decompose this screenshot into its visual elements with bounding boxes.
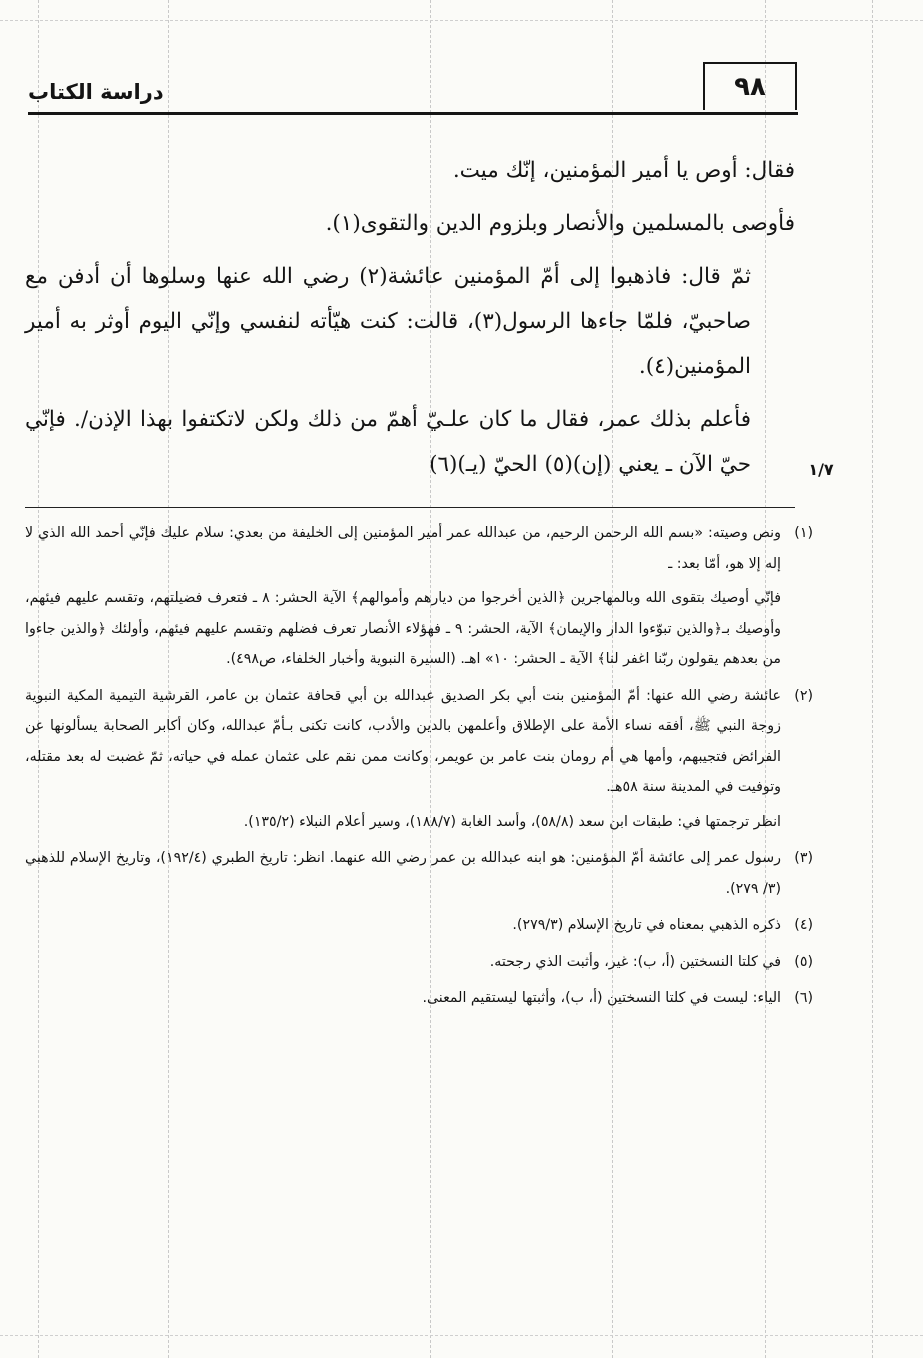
footnote-number: (٦) [794,990,813,1006]
footnotes [25,518,813,1014]
footnote-text: الياء: ليست في كلتا النسختين (أ، ب)، وأثبتها ليستقيم المعنى. [422,990,781,1006]
scan-guide-line [0,20,923,21]
footnote [25,681,813,838]
footnote [25,910,813,941]
footnote-number: (٣) [794,850,813,866]
footnote [25,518,813,675]
header-rule [28,112,798,115]
footnote [25,983,813,1014]
footnote-text: فإنّي أوصيك بتقوى الله وبالمهاجرين ﴿الذين أخرجوا من ديارهم وأموالهم﴾ الآية الحشر: ٨ ـ فتعرف فضيلتهم، وتقسم عليهم فيئهم، وأوصيك بـ﴿والذين تبوّءوا الدار والإيمان﴾ الآية، الحشر: ٩ ـ فهؤلاء الأنصار تعرف فضلهم وتقسم عليهم فيئهم، وأولئك ﴿والذين جاءوا من بعدهم يقولون ربّنا اغفر لنا﴾ الآية ـ الحشر: ١٠» اهـ. (السيرة النبوية وأخبار الخلفاء، ص٤٩٨). [25,590,781,667]
body-paragraph: فأوصى بالمسلمين والأنصار وبلزوم الدين والتقوى(١). [325,211,795,236]
body-paragraph: ثمّ قال: فاذهبوا إلى أمّ المؤمنين عائشة(٢) رضي الله عنها وسلوها أن أدفن مع صاحبيّ، فلمّا جاءها الرسول(٣)، قالت: كنت هيّأته لنفسي وإنّي اليوم أوثر به أمير المؤمنين(٤). [25,264,752,379]
footnote-number: (٢) [794,687,813,704]
page-number: ٩٨ [703,62,797,110]
margin-manuscript-reference: ١/٧ [808,460,834,479]
main-text [25,148,795,487]
body-paragraph: فقال: أوص يا أمير المؤمنين، إنّك ميت. [452,158,795,183]
footnote-number: (١) [794,525,813,541]
footnote-text: عائشة رضي الله عنها: أمّ المؤمنين بنت أبي بكر الصديق عبدالله بن أبي قحافة عثمان بن عامر، القرشية التيمية المكية النبوية زوجة النبي ﷺ، أفقه نساء الأمة على الإطلاق وأعلمهن بالدين والأدب، كانت تكنى بـأمّ عبدالله، وكان أكابر الصحابة يسألونها عن الفرائض فتجيبهم، وأمها هي أم رومان بنت عامر بن عويمر، وكانت ممن نقم على عثمان عمله في حياته، ثمّ غضبت له بعد مقتله، وتوفيت في المدينة سنة ٥٨هـ. [25,687,781,795]
footnote [25,947,813,978]
footnote-text: انظر ترجمتها في: طبقات ابن سعد (٥٨/٨)، وأسد الغابة (١٨٨/٧)، وسير أعلام النبلاء (١٣٥/٢). [243,813,781,830]
footnote-separator [25,507,795,508]
running-title: دراسة الكتاب [28,80,164,104]
footnote-text: ونص وصيته: «بسم الله الرحمن الرحيم، من عبدالله عمر أمير المؤمنين إلى الخليفة من بعدي: سلام عليك فإنّي أحمد الله الذي لا إله إلا هو، أمّا بعد: ـ [25,525,781,572]
scan-guide-line [872,0,873,1358]
footnote [25,843,813,904]
footnote-text: ذكره الذهبي بمعناه في تاريخ الإسلام (٢٧٩/٣). [512,917,781,933]
scan-guide-line [0,1335,923,1336]
footnote-number: (٤) [794,917,813,933]
body-paragraph: فأعلم بذلك عمر، فقال ما كان علـيّ أهمّ من ذلك ولكن لاتكتفوا بهذا الإذن/. فإنّي حيّ الآن ـ يعني (إن)(٥) الحيّ (يـ)(٦) [25,407,751,477]
footnote-number: (٥) [794,953,813,970]
footnote-text: في كلتا النسختين (أ، ب): غير، وأثبت الذي رجحته. [489,953,781,970]
footnote-text: رسول عمر إلى عائشة أمّ المؤمنين: هو ابنه عبدالله بن عمر رضي الله عنهما. انظر: تاريخ الطبري (١٩٢/٤)، وتاريخ الإسلام للذهبي (٣/ ٢٧٩). [25,850,781,897]
